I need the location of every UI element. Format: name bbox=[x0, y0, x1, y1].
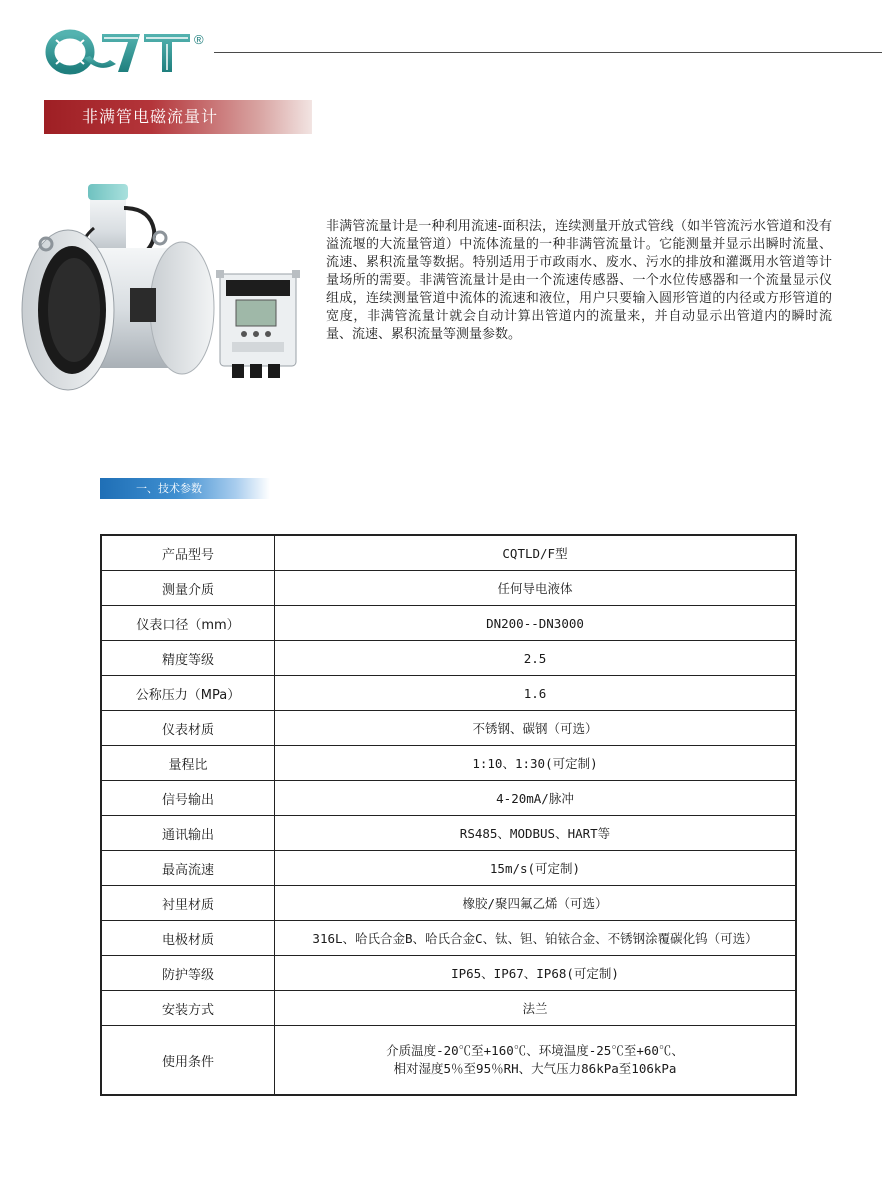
page-title: 非满管电磁流量计 bbox=[82, 107, 219, 126]
spec-value: DN200--DN3000 bbox=[275, 606, 797, 641]
spec-label: 产品型号 bbox=[101, 535, 275, 571]
spec-row bbox=[101, 816, 796, 851]
spec-row bbox=[101, 851, 796, 886]
spec-row-conditions bbox=[101, 1026, 796, 1096]
spec-label: 量程比 bbox=[101, 746, 275, 781]
spec-value: 1.6 bbox=[275, 676, 797, 711]
spec-row bbox=[101, 886, 796, 921]
spec-value: 316L、哈氏合金B、哈氏合金C、钛、钽、铂铱合金、不锈钢涂覆碳化钨（可选） bbox=[275, 921, 797, 956]
spec-value: 2.5 bbox=[275, 641, 797, 676]
spec-value: 15m/s(可定制) bbox=[275, 851, 797, 886]
spec-value: 4-20mA/脉冲 bbox=[275, 781, 797, 816]
spec-value: CQTLD/F型 bbox=[275, 535, 797, 571]
intro-paragraph: 非满管流量计是一种利用流速-面积法，连续测量开放式管线（如半管流污水管道和没有溢流堰的大流量管道）中流体流量的一种非满管流量计。它能测量并显示出瞬时流量、流速、累积流量等数据。特别适用于市政雨水、废水、污水的排放和灌溉用水管道等计量场所的需要。非满管流量计是由一个流速传感器、一个水位传感器和一个流量显示仪组成，连续测量管道中流体的流速和液位，用户只要输入圆形管道的内径或方形管道的宽度，非满管流量计就会自动计算出管道内的流量来，并自动显示出管道内的瞬时流量、流速、累积流量等测量参数。 bbox=[326, 219, 832, 342]
spec-label: 测量介质 bbox=[101, 571, 275, 606]
spec-row bbox=[101, 606, 796, 641]
spec-label: 公称压力（MPa） bbox=[101, 676, 275, 711]
section-heading-bar bbox=[100, 478, 270, 499]
spec-row bbox=[101, 781, 796, 816]
conditions-line-1: 介质温度-20℃至+160℃、环境温度-25℃至+60℃、 bbox=[386, 1043, 684, 1058]
spec-value: 不锈钢、碳钢（可选） bbox=[275, 711, 797, 746]
spec-row bbox=[101, 956, 796, 991]
spec-label: 安装方式 bbox=[101, 991, 275, 1026]
product-photo bbox=[20, 178, 310, 400]
spec-value: IP65、IP67、IP68(可定制) bbox=[275, 956, 797, 991]
spec-label: 防护等级 bbox=[101, 956, 275, 991]
section-heading: 一、技术参数 bbox=[136, 482, 202, 495]
spec-label: 衬里材质 bbox=[101, 886, 275, 921]
brand-logo bbox=[44, 28, 214, 80]
spec-value: RS485、MODBUS、HART等 bbox=[275, 816, 797, 851]
spec-row bbox=[101, 571, 796, 606]
spec-label: 信号输出 bbox=[101, 781, 275, 816]
spec-row bbox=[101, 711, 796, 746]
spec-row bbox=[101, 676, 796, 711]
spec-row bbox=[101, 991, 796, 1026]
spec-label: 仪表口径（mm） bbox=[101, 606, 275, 641]
spec-value-conditions bbox=[275, 1026, 797, 1096]
spec-value: 1:10、1:30(可定制) bbox=[275, 746, 797, 781]
spec-value: 法兰 bbox=[275, 991, 797, 1026]
conditions-line-2: 相对湿度5％至95％RH、大气压力86kPa至106kPa bbox=[393, 1061, 677, 1076]
spec-label: 最高流速 bbox=[101, 851, 275, 886]
spec-label: 电极材质 bbox=[101, 921, 275, 956]
page-title-bar bbox=[44, 100, 312, 134]
spec-label: 仪表材质 bbox=[101, 711, 275, 746]
spec-row bbox=[101, 535, 796, 571]
spec-row bbox=[101, 746, 796, 781]
spec-label: 精度等级 bbox=[101, 641, 275, 676]
spec-label: 通讯输出 bbox=[101, 816, 275, 851]
svg-text:®: ® bbox=[194, 32, 204, 47]
spec-value: 橡胶/聚四氟乙烯（可选） bbox=[275, 886, 797, 921]
spec-label: 使用条件 bbox=[101, 1026, 275, 1096]
header-rule bbox=[214, 52, 882, 53]
spec-value: 任何导电液体 bbox=[275, 571, 797, 606]
spec-table bbox=[100, 534, 797, 1096]
spec-row bbox=[101, 921, 796, 956]
spec-row bbox=[101, 641, 796, 676]
